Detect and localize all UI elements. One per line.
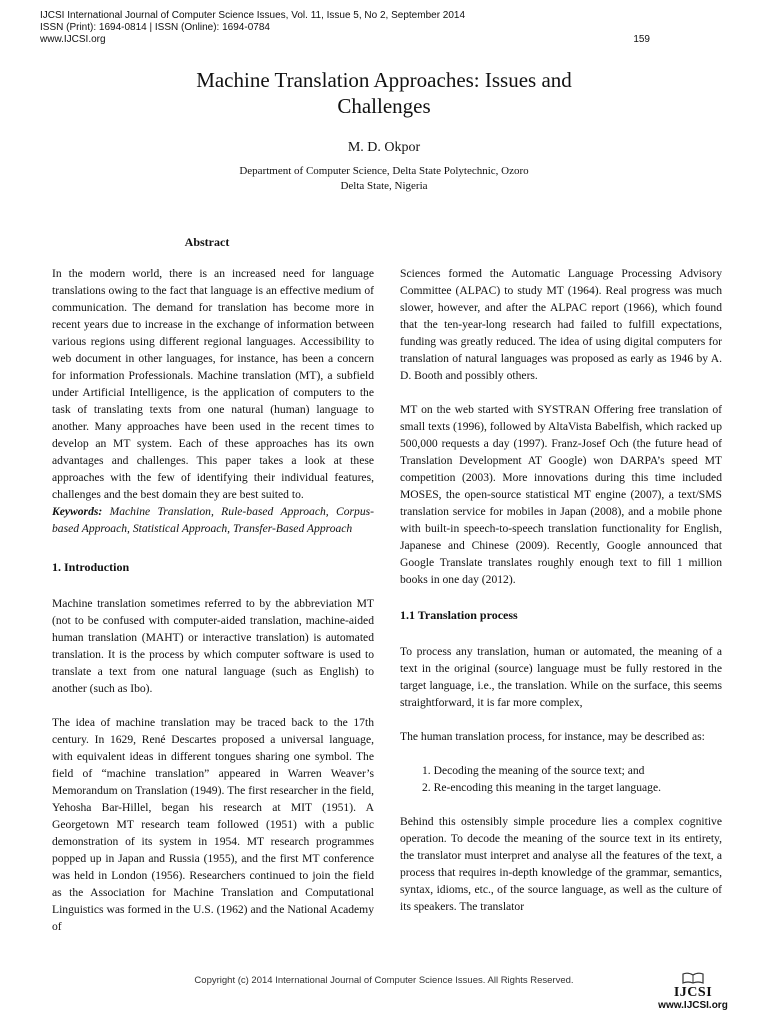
intro-paragraph-1: Machine translation sometimes referred to by the abbreviation MT (not to be confused with computer-aided translation, machine-aided human translation (MAHT) or interactive translation) is automated translation. It is the process by which computer software is used to translate a text from one natural language (such as English) to another (such as Ibo). bbox=[52, 597, 374, 695]
title-line-1: Machine Translation Approaches: Issues and bbox=[196, 68, 572, 92]
title-line-2: Challenges bbox=[337, 94, 431, 118]
page-number: 159 bbox=[633, 34, 650, 45]
ijcsi-logo bbox=[658, 972, 728, 1012]
issn-line: ISSN (Print): 1694-0814 | ISSN (Online): 1694-0784 bbox=[40, 22, 270, 33]
keywords-label: Keywords: bbox=[52, 505, 103, 518]
open-book-icon bbox=[658, 972, 728, 986]
logo-text: IJCSI bbox=[673, 985, 713, 1000]
list-item: 2. Re-encoding this meaning in the target language. bbox=[422, 781, 662, 794]
intro-paragraph-2: The idea of machine translation may be traced back to the 17th century. In 1629, René Descartes proposed a universal language, with equivalent ideas in different tongues sharing one symbol. The field of “machine translation” appeared in Warren Weaver’s Memorandum on Translation (1949). The first researcher in the field, Yehosha Bar-Hillel, began his research at MIT (1951). A Georgetown MT research team followed (1951) with a public demonstration of its system in 1954. MT research programmes popped up in Japan and Russia (1955), and the first MT conference was held in London (1956). Researchers continued to join the field as the Association for Machine Translation and Computational Linguistics was formed in the U.S. (1962) and the National Academy of bbox=[52, 716, 374, 933]
right-paragraph-5: Behind this ostensibly simple procedure lies a complex cognitive operation. To decode the meaning of the source text in its entirety, the translator must interpret and analyse all the features of the text, a process that requires in-depth knowledge of the grammar, semantics, syntax, idioms, etc., of the source language, as well as the culture of its speakers. The translator bbox=[400, 815, 722, 913]
keywords bbox=[52, 503, 374, 537]
affiliation-line-2: Delta State, Nigeria bbox=[340, 180, 428, 192]
header-website: www.IJCSI.org bbox=[40, 34, 106, 45]
affiliation-line-1: Department of Computer Science, Delta State Polytechnic, Ozoro bbox=[239, 165, 529, 177]
right-paragraph-3: To process any translation, human or automated, the meaning of a text in the original (source) language must be fully restored in the target language, i.e., the translation. While on the surface, this seems straightforward, it is far more complex, bbox=[400, 645, 722, 709]
section-heading-introduction: 1. Introduction bbox=[52, 560, 130, 574]
journal-header: IJCSI International Journal of Computer Science Issues, Vol. 11, Issue 5, No 2, September 2014 bbox=[40, 10, 466, 21]
right-column bbox=[400, 265, 722, 915]
keywords-text: Machine Translation, Rule-based Approach, Corpus-based Approach, Statistical Approach, Transfer-Based Approach bbox=[52, 505, 374, 535]
logo-url: www.IJCSI.org bbox=[658, 1000, 728, 1011]
copyright-footer: Copyright (c) 2014 International Journal of Computer Science Issues. All Rights Reserved. bbox=[194, 975, 574, 986]
translation-steps-list bbox=[400, 762, 722, 796]
subsection-heading-translation-process: 1.1 Translation process bbox=[400, 608, 518, 622]
abstract-text: In the modern world, there is an increased need for language translations owing to the fact that language is an effective medium of communication. The demand for translation has become more in recent years due to increase in the exchange of information between various regions using different regional languages. Accessibility to web document in other languages, for instance, has been a concern for information Professionals. Machine translation (MT), a subfield under Artificial Intelligence, is the application of computers to the task of translating texts from one natural (human) language to another. Many approaches have been used in the recent times to develop an MT system. Each of these approaches has its own advantages and challenges. This paper takes a look at these approaches with the few of identifying their individual features, challenges and the best domain they are best suited to. bbox=[52, 267, 374, 501]
affiliation bbox=[0, 164, 768, 194]
right-paragraph-4: The human translation process, for instance, may be described as: bbox=[400, 730, 705, 743]
paper-title bbox=[100, 67, 668, 119]
list-item: 1. Decoding the meaning of the source text; and bbox=[422, 764, 645, 777]
abstract-heading: Abstract bbox=[184, 235, 230, 249]
author-name: M. D. Okpor bbox=[347, 140, 421, 155]
left-column bbox=[52, 265, 374, 935]
right-paragraph-2: MT on the web started with SYSTRAN Offering free translation of small texts (1996), followed by AltaVista Babelfish, which racked up 500,000 requests a day (1997). Franz-Josef Och (the future head of Translation Development AT Google) won DARPA’s speed MT competition (2003). More innovations during this time included MOSES, the open-source statistical MT engine (2007), a text/SMS translation service for mobiles in Japan (2008), and a mobile phone with built-in speech-to-speech translation functionality for English, Japanese and Chinese (2009). Recently, Google announced that Google Translate translates roughly enough text to fill 1 million books in one day (2012). bbox=[400, 403, 722, 586]
right-paragraph-1: Sciences formed the Automatic Language Processing Advisory Committee (ALPAC) to study MT (1964). Real progress was much slower, however, and after the ALPAC report (1966), which found that the ten-year-long research had failed to fulfill expectations, funding was greatly reduced. The idea of using digital computers for translation of natural languages was proposed as early as 1946 by A. D. Booth and possibly others. bbox=[400, 267, 722, 382]
